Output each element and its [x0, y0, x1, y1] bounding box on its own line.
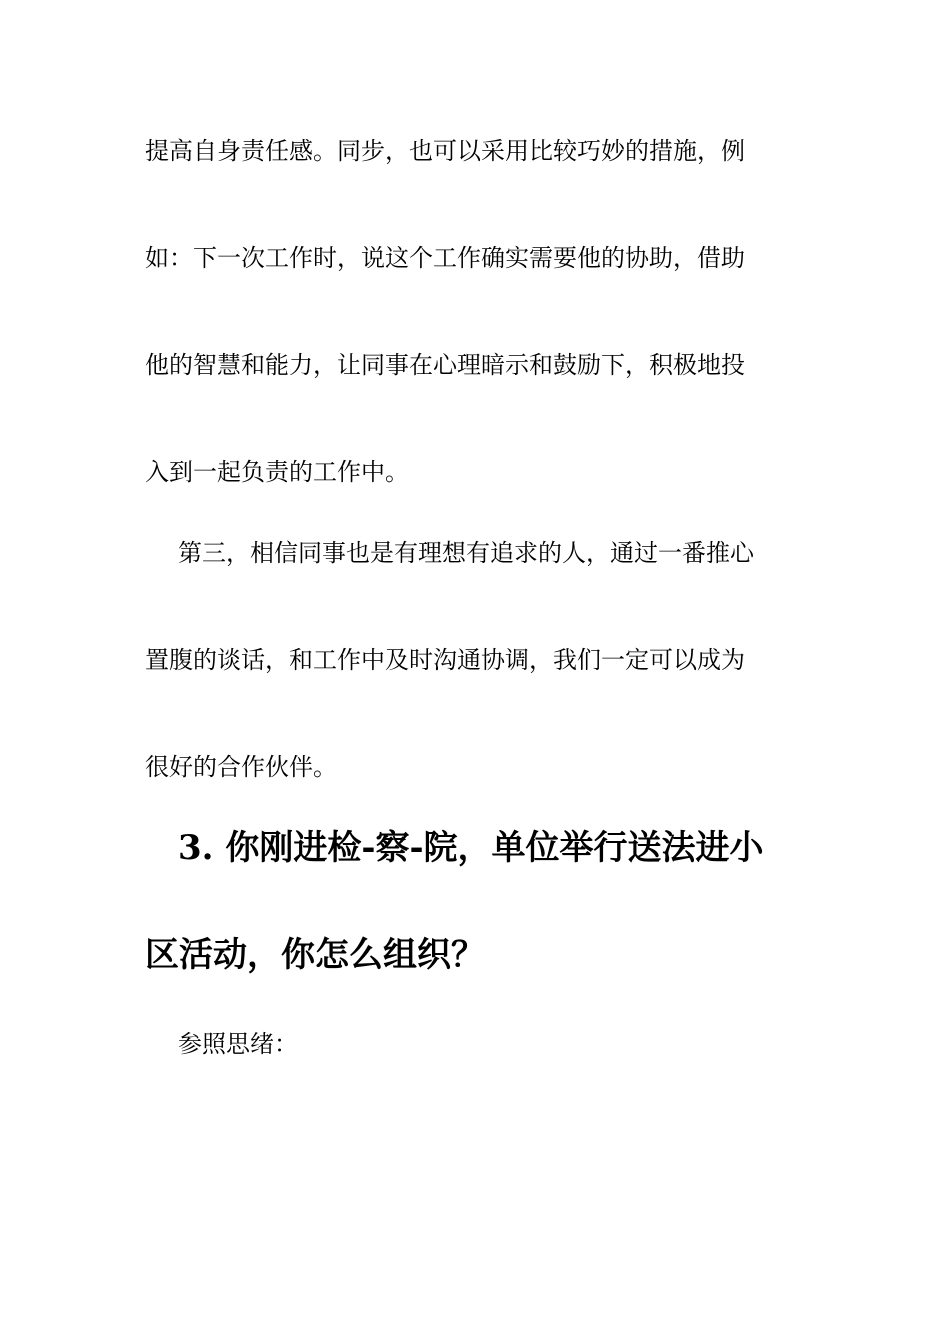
reference-label: 参照思绪： — [178, 1030, 298, 1058]
paragraph-line: 置腹的谈话，和工作中及时沟通协调，我们一定可以成为 — [145, 646, 745, 674]
question-heading: 区活动，你怎么组织？ — [145, 935, 485, 975]
paragraph-line: 提高自身责任感。同步，也可以采用比较巧妙的措施，例 — [145, 137, 745, 165]
question-heading: 3. 你刚进检-察-院，单位举行送法进小 — [178, 828, 764, 868]
paragraph-line: 如：下一次工作时，说这个工作确实需要他的协助，借助 — [145, 244, 745, 272]
paragraph-line: 入到一起负责的工作中。 — [145, 458, 409, 486]
paragraph-line: 很好的合作伙伴。 — [145, 753, 337, 781]
paragraph-line: 第三，相信同事也是有理想有追求的人，通过一番推心 — [178, 539, 754, 567]
paragraph-line: 他的智慧和能力，让同事在心理暗示和鼓励下，积极地投 — [145, 351, 745, 379]
